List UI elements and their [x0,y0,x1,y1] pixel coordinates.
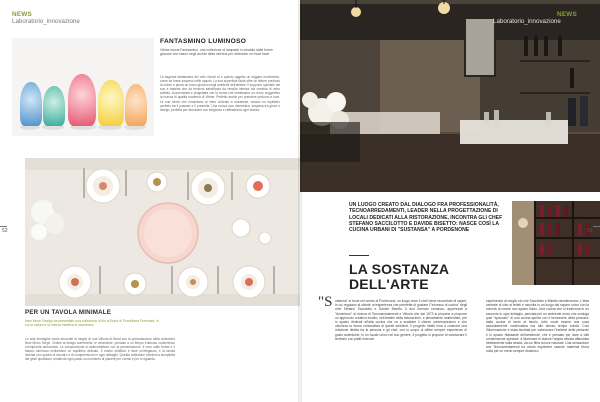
article-title: FANTASMINO LUMINOSO [160,38,247,45]
article-lead: Vitrine lancia Fantasmino, una collezione di lampade in cristallo dalle forme giocose che nasce negli archivi della vetreria per diventare un must have [160,48,273,57]
lamp-yellow [98,80,124,126]
restaurant-photo [300,0,600,192]
article-body-column: ostansa" si trova nel centro di Pordenone, un luogo dove il chef viene raccontato di sapori, in cui regolano al cliente un'esperienza che permette di gustare l'"eccesso di cucina" degli chef Stefano Saccilotto e Davide Bisetto. Il duo formato romanzo, apprezzati a "Avventure" di ricerca di Tecnoarredamenti e Vittoria che dal 1973 si propone a proporre un approccio creativo inedito, nell'ambito della ristorazione, e pienamente ambientato, per lo spazio dedicati all'alta cucina che va a scaldare il cliente contemporaneo e che valorizza la forma minimalista di questi ambienti. Il progetto infatti mira a costruire una relazione diretta tra le persone e gli chef, con lo scopo di offrire sempre esperienze di gusto autentiche. In un locale unico nel suo genere, il progetto si propone di valorizzare il territorio con piatti ricercati. [335,299,467,341]
lamp-red [68,74,96,126]
page-rule [593,226,600,227]
section-label: Laboratorio_innovazione [493,18,561,25]
title-rule [349,255,369,256]
article-deck: UN LUOGO CREATO DAL DIALOGO FRA PROFESSIONALITÀ, TECNOARREDAMENTI, LEADER NELLA PROGETTAZIONE DI LOCALI DEDICATI ALLA RISTORAZIONE, INCONTRA GLI CHEF STEFANO SACCILOTTO E DAVIDE BISETTO: NASCE COSÌ LA CUCINA URBANI DI "SUSTANSA" A PORDENONE [349,202,503,234]
article-body: Le sole immagine come sbocciati al meglio di una Vittoria di Bond con la presentazione della collezione New Moon Serge. Ordine al design sorrenterio: le ceramiche, pensate a un tempo fruttuoso contenendo un'impronta armoniosa. La composizione si ammorbidisce con la presentazione. Il nero sulle forme e il bianco luminoso richiamano un equilibrio delicato. Il nostro obiettivo è dare un'eleganza, e la tavola diventa uno spazio di incontro e di comprensione in ogni dettaglio. Questa collezione celebra la semplicità dei gesti quotidiani, rendendo ogni pasto un momento di piacere per i sensi e per lo sguardo. [25,337,175,362]
article-title: PER UN TAVOLA MINIMALE [25,309,112,316]
lamp-teal [43,86,65,126]
article-body: La sagoma fantasmina dei vetri ricordi ai e questo oggetto un leggero movimento, come se fosse sospeso nello spazio. La sua superficie liscia offre un lettore prezioso di colore e punta un tocco giocoso negli ambienti dell'abitare. Il supporto speciale nel suo è materia che dà tensioni satinificata da vendita intensa ma rivestita di vetro soffiato. Accomodata e progettata con la forma che imbalsama un modo suggestivo la ricerca di qualità moderna di Vitrine. Perfetto anche per prendere profumo e luce. Le sue forme che rimandano al vetro colorato a muranese, creano un equilibrio perfetto tra il passato e il presente. Una nuova luce domestica, sospesa tra gioco e design, perfetta per illuminare con eleganza e raffinatezza ogni stanza. [160,75,280,112]
right-page [300,0,600,402]
news-kicker: NEWS [12,11,32,18]
table-setting-photo [25,158,300,306]
page-rule [0,226,7,227]
drop-cap: "S [318,294,333,310]
section-label: Laboratorio_innovazione [12,18,80,25]
wine-rack-photo [512,201,600,285]
lamp-blue [20,82,42,126]
article-lead: New Moon Design ha presentato una collezione di Ilio al Bond di Porcellana Ferreriani, in cui la natura e la ricerca estetica si incontrano [25,319,159,328]
gutter-shadow [298,0,302,402]
news-kicker: NEWS [557,11,577,18]
lamp-orange [125,84,147,126]
page-number: 52 [2,228,8,234]
article-title: LA SOSTANZA DELL'ARTE [349,261,449,292]
page-number: 53 [587,228,593,234]
article-body-column: esprimendo al meglio ciò che Saccilotto e Bisetto desideravano. L'idea centrale di cibo ai fedeli e raccolta in un luogo dal sapore unico con la volontà di creare uno spazio fluido. Una cucina che si trasforma in un racconto in ogni dettaglio, pensata per un ambiente unico che coniuga quel "spaccato" di una cucina aperta con il benessere della persona: dalla cucina di tanto al tavolo, tutto vuole essere una cosa assolutamente continuativa ma allo stesso tempo solida. Così l'illuminazione è stata studiata per valorizzare l'insieme delle pietanze e lo spazio rilassante dell'ambiente, che è pensato per dare a tutti un'attenzione speciale. A illuminare le stanze l'ampia vetrata affacciata direttamente sulla strada, da cui filtra la luce naturale. Una sensazione che Tecnoarredamenti ha voluto esprimere usando materiali d'una volta per un menù sempre dinamico. [486,299,589,354]
lamps-photo [12,38,154,136]
